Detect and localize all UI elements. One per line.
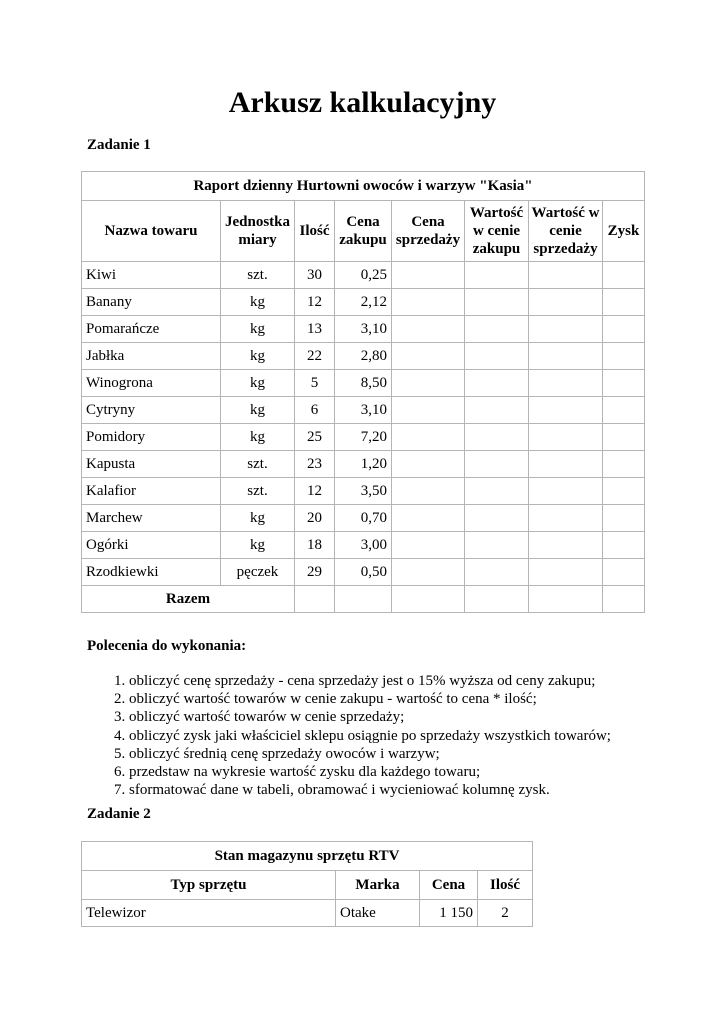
table-caption: Stan magazynu sprzętu RTV xyxy=(82,842,533,871)
column-header-profit: Zysk xyxy=(603,201,645,262)
cell-product-name[interactable]: Pomidory xyxy=(82,424,221,451)
cell-unit[interactable]: kg xyxy=(221,397,295,424)
cell-purchase-value[interactable] xyxy=(465,316,529,343)
list-item: 4. obliczyć zysk jaki właściciel sklepu osiągnie po sprzedaży wszystkich towarów; xyxy=(129,727,725,745)
table-row xyxy=(82,343,645,370)
cell-product-name[interactable]: Kiwi xyxy=(82,262,221,289)
cell-sale-price[interactable] xyxy=(392,559,465,586)
cell-sale-value[interactable] xyxy=(529,478,603,505)
table-caption: Raport dzienny Hurtowni owoców i warzyw "Kasia" xyxy=(82,172,645,201)
cell-sale-value[interactable] xyxy=(529,451,603,478)
list-item: 3. obliczyć wartość towarów w cenie sprzedaży; xyxy=(129,708,725,726)
list-item: 5. obliczyć średnią cenę sprzedaży owoców i warzyw; xyxy=(129,745,725,763)
cell-purchase-price[interactable]: 0,50 xyxy=(335,559,392,586)
cell-product-name[interactable]: Banany xyxy=(82,289,221,316)
cell-quantity[interactable]: 18 xyxy=(295,532,335,559)
cell-unit[interactable]: kg xyxy=(221,370,295,397)
cell-purchase-price[interactable]: 0,25 xyxy=(335,262,392,289)
cell-product-name[interactable]: Jabłka xyxy=(82,343,221,370)
cell-sale-value[interactable] xyxy=(529,370,603,397)
cell-sale-value[interactable] xyxy=(529,289,603,316)
cell-profit[interactable] xyxy=(603,316,645,343)
total-row xyxy=(82,586,645,613)
cell-sale-value[interactable] xyxy=(529,559,603,586)
cell-sale-price[interactable] xyxy=(392,478,465,505)
cell-product-name[interactable]: Winogrona xyxy=(82,370,221,397)
cell-purchase-value[interactable] xyxy=(465,289,529,316)
list-item: 6. przedstaw na wykresie wartość zysku dla każdego towaru; xyxy=(129,763,725,781)
cell-sale-value[interactable] xyxy=(529,424,603,451)
cell-quantity[interactable]: 22 xyxy=(295,343,335,370)
column-header-brand: Marka xyxy=(336,871,420,900)
list-item: 2. obliczyć wartość towarów w cenie zakupu - wartość to cena * ilość; xyxy=(129,690,725,708)
cell-quantity[interactable]: 5 xyxy=(295,370,335,397)
cell-purchase-price[interactable]: 0,70 xyxy=(335,505,392,532)
cell-purchase-value[interactable] xyxy=(465,478,529,505)
cell-sale-price[interactable] xyxy=(392,289,465,316)
task1-heading: Zadanie 1 xyxy=(87,137,151,153)
cell-profit[interactable] xyxy=(603,289,645,316)
cell-profit[interactable] xyxy=(603,397,645,424)
cell-total-sale-value[interactable] xyxy=(529,586,603,613)
column-header-unit: Jednostka miary xyxy=(221,201,295,262)
column-header-price: Cena xyxy=(420,871,478,900)
cell-quantity[interactable]: 12 xyxy=(295,289,335,316)
column-header-equipment-type: Typ sprzętu xyxy=(82,871,336,900)
cell-purchase-price[interactable]: 3,10 xyxy=(335,397,392,424)
cell-sale-value[interactable] xyxy=(529,532,603,559)
cell-product-name[interactable]: Cytryny xyxy=(82,397,221,424)
cell-sale-price[interactable] xyxy=(392,343,465,370)
cell-product-name[interactable]: Ogórki xyxy=(82,532,221,559)
table-row xyxy=(82,478,645,505)
cell-quantity[interactable]: 2 xyxy=(478,900,533,927)
table-row xyxy=(82,505,645,532)
cell-quantity[interactable]: 25 xyxy=(295,424,335,451)
cell-sale-price[interactable] xyxy=(392,424,465,451)
cell-purchase-value[interactable] xyxy=(465,532,529,559)
table-row xyxy=(82,397,645,424)
cell-purchase-price[interactable]: 3,00 xyxy=(335,532,392,559)
cell-sale-price[interactable] xyxy=(392,505,465,532)
cell-quantity[interactable]: 12 xyxy=(295,478,335,505)
table-row xyxy=(82,262,645,289)
cell-purchase-value[interactable] xyxy=(465,451,529,478)
cell-total-profit[interactable] xyxy=(603,586,645,613)
column-header-sale-price: Cena sprzedaży xyxy=(392,201,465,262)
cell-profit[interactable] xyxy=(603,559,645,586)
table-row xyxy=(82,451,645,478)
daily-report-table xyxy=(81,171,645,613)
cell-sale-value[interactable] xyxy=(529,316,603,343)
cell-quantity[interactable]: 29 xyxy=(295,559,335,586)
cell-price[interactable]: 1 150 xyxy=(420,900,478,927)
cell-profit[interactable] xyxy=(603,451,645,478)
table-row xyxy=(82,900,533,927)
table-row xyxy=(82,559,645,586)
cell-equipment-type[interactable]: Telewizor xyxy=(82,900,336,927)
cell-purchase-value[interactable] xyxy=(465,397,529,424)
cell-purchase-price[interactable]: 2,80 xyxy=(335,343,392,370)
cell-sale-price[interactable] xyxy=(392,532,465,559)
cell-total-quantity[interactable] xyxy=(295,586,335,613)
cell-product-name[interactable]: Kapusta xyxy=(82,451,221,478)
cell-product-name[interactable]: Marchew xyxy=(82,505,221,532)
cell-profit[interactable] xyxy=(603,424,645,451)
cell-unit[interactable]: kg xyxy=(221,424,295,451)
cell-sale-price[interactable] xyxy=(392,316,465,343)
cell-total-purchase-value[interactable] xyxy=(465,586,529,613)
cell-unit[interactable]: szt. xyxy=(221,451,295,478)
table-row xyxy=(82,370,645,397)
cell-purchase-value[interactable] xyxy=(465,343,529,370)
list-item: 7. sformatować dane w tabeli, obramować i wycieniować kolumnę zysk. xyxy=(129,781,725,799)
cell-unit[interactable]: kg xyxy=(221,532,295,559)
cell-quantity[interactable]: 20 xyxy=(295,505,335,532)
column-header-product-name: Nazwa towaru xyxy=(82,201,221,262)
cell-purchase-value[interactable] xyxy=(465,262,529,289)
list-item: 1. obliczyć cenę sprzedaży - cena sprzedaży jest o 15% wyższa od ceny zakupu; xyxy=(129,672,725,690)
cell-sale-price[interactable] xyxy=(392,370,465,397)
cell-sale-value[interactable] xyxy=(529,397,603,424)
cell-purchase-price[interactable]: 8,50 xyxy=(335,370,392,397)
cell-sale-price[interactable] xyxy=(392,451,465,478)
cell-sale-price[interactable] xyxy=(392,262,465,289)
instructions-list xyxy=(87,672,725,799)
page-title: Arkusz kalkulacyjny xyxy=(228,86,497,119)
cell-profit[interactable] xyxy=(603,532,645,559)
cell-sale-value[interactable] xyxy=(529,262,603,289)
column-header-quantity: Ilość xyxy=(478,871,533,900)
cell-quantity[interactable]: 13 xyxy=(295,316,335,343)
cell-purchase-value[interactable] xyxy=(465,424,529,451)
cell-purchase-price[interactable]: 2,12 xyxy=(335,289,392,316)
cell-sale-value[interactable] xyxy=(529,343,603,370)
instructions-heading: Polecenia do wykonania: xyxy=(87,638,247,654)
cell-unit[interactable]: kg xyxy=(221,505,295,532)
cell-total-purchase-price[interactable] xyxy=(335,586,392,613)
cell-product-name[interactable]: Rzodkiewki xyxy=(82,559,221,586)
cell-quantity[interactable]: 6 xyxy=(295,397,335,424)
cell-purchase-value[interactable] xyxy=(465,559,529,586)
cell-quantity[interactable]: 30 xyxy=(295,262,335,289)
total-label: Razem xyxy=(82,586,295,613)
cell-purchase-value[interactable] xyxy=(465,370,529,397)
cell-unit[interactable]: kg xyxy=(221,289,295,316)
task2-heading: Zadanie 2 xyxy=(87,806,151,822)
rtv-stock-table xyxy=(81,841,533,927)
table-row xyxy=(82,424,645,451)
cell-sale-value[interactable] xyxy=(529,505,603,532)
cell-product-name[interactable]: Kalafior xyxy=(82,478,221,505)
cell-profit[interactable] xyxy=(603,478,645,505)
cell-unit[interactable]: kg xyxy=(221,343,295,370)
table-row xyxy=(82,289,645,316)
cell-purchase-price[interactable]: 1,20 xyxy=(335,451,392,478)
cell-total-sale-price[interactable] xyxy=(392,586,465,613)
cell-purchase-value[interactable] xyxy=(465,505,529,532)
column-header-purchase-price: Cena zakupu xyxy=(335,201,392,262)
cell-profit[interactable] xyxy=(603,262,645,289)
cell-brand[interactable]: Otake xyxy=(336,900,420,927)
cell-profit[interactable] xyxy=(603,343,645,370)
column-header-quantity: Ilość xyxy=(295,201,335,262)
cell-profit[interactable] xyxy=(603,505,645,532)
column-header-sale-value: Wartość w cenie sprzedaży xyxy=(529,201,603,262)
cell-profit[interactable] xyxy=(603,370,645,397)
cell-product-name[interactable]: Pomarańcze xyxy=(82,316,221,343)
column-header-purchase-value: Wartość w cenie zakupu xyxy=(465,201,529,262)
cell-unit[interactable]: pęczek xyxy=(221,559,295,586)
cell-sale-price[interactable] xyxy=(392,397,465,424)
table-row xyxy=(82,532,645,559)
cell-purchase-price[interactable]: 3,10 xyxy=(335,316,392,343)
table-row xyxy=(82,316,645,343)
cell-unit[interactable]: szt. xyxy=(221,262,295,289)
cell-unit[interactable]: kg xyxy=(221,316,295,343)
cell-purchase-price[interactable]: 7,20 xyxy=(335,424,392,451)
cell-purchase-price[interactable]: 3,50 xyxy=(335,478,392,505)
cell-quantity[interactable]: 23 xyxy=(295,451,335,478)
cell-unit[interactable]: szt. xyxy=(221,478,295,505)
